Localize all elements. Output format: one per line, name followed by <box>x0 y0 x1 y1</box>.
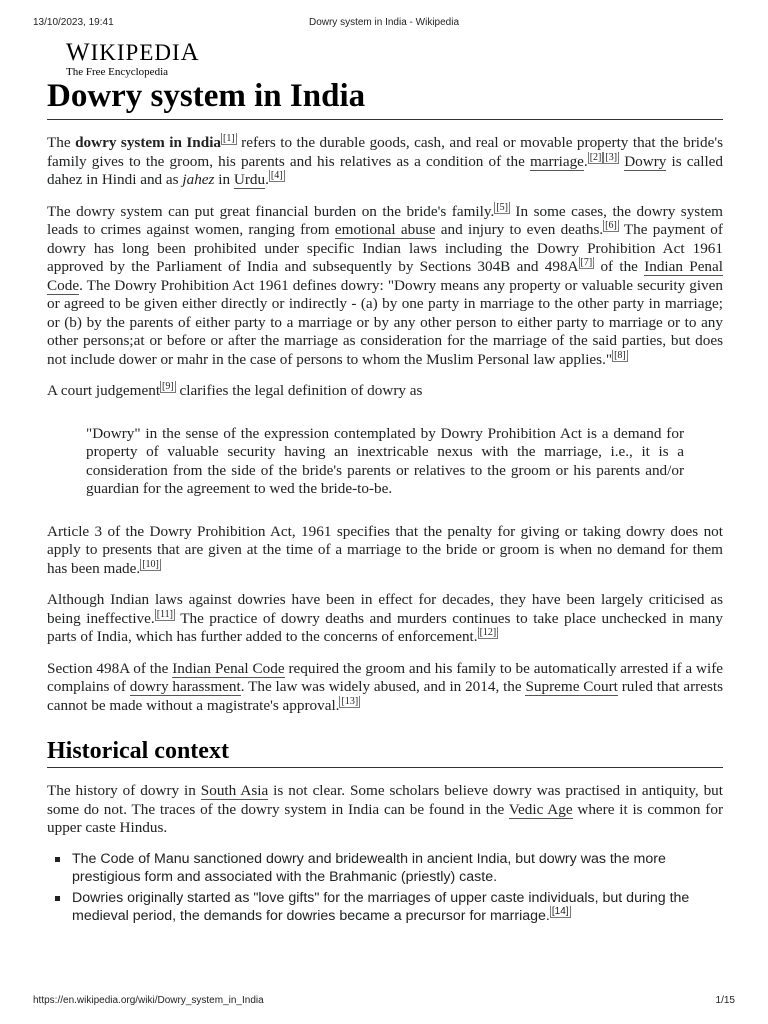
citation-4[interactable]: [4] <box>270 170 283 181</box>
print-url: https://en.wikipedia.org/wiki/Dowry_system_in_India <box>33 995 264 1006</box>
citation-1[interactable]: [1] <box>223 133 235 144</box>
citation-9[interactable]: [9] <box>162 381 174 392</box>
paragraph-intro: The dowry system in India [1] refers to the durable goods, cash, and real or movable property that the bride's family gives to the groom, his parents and his relatives as a condition of the marriage. [2] [3] Dowry is called dahez in Hindi and as jahez in Urdu. [4] <box>47 133 723 188</box>
link-dowry-harassment[interactable]: dowry harassment <box>129 678 241 695</box>
print-page-title: Dowry system in India - Wikipedia <box>308 17 460 28</box>
wikipedia-tagline: The Free Encyclopedia <box>66 66 169 78</box>
heading-historical-context: Historical context <box>47 737 723 768</box>
link-south-asia[interactable]: South Asia <box>200 782 269 799</box>
paragraph-article-3: Article 3 of the Dowry Prohibition Act, 1961 specifies that the penalty for giving or taking dowry does not apply to presents that are given at the time of a marriage to the bride or groom is when no demand for them has been made. [10] <box>47 522 723 577</box>
paragraph-ineffective-laws: Although Indian laws against dowries have been in effect for decades, they have been largely criticised as being ineffective. [11] The practice of dowry deaths and murders continues to take place unchecked in many parts of India, which has further added to the concerns of enforcement. [12] <box>47 591 723 645</box>
article-title: Dowry system in India <box>47 77 723 120</box>
link-marriage[interactable]: marriage <box>529 152 584 170</box>
article-content <box>47 77 723 928</box>
list-item: Dowries originally started as "love gifts" for the marriages of upper caste individuals, but during the medieval period, the demands for dowries became a precursor for marriage. [14] <box>72 889 723 925</box>
history-bullet-list <box>47 850 723 925</box>
paragraph-history: The history of dowry in South Asia is not clear. Some scholars believe dowry was practised in antiquity, but some do not. The traces of the dowry system in India can be found in the Vedic Age where it is common for upper caste Hindus. <box>47 782 724 836</box>
link-dowry[interactable]: Dowry <box>624 152 667 170</box>
paragraph-dowry-law: The dowry system can put great financial burden on the bride's family. [5] In some cases, the dowry system leads to crimes against women, ranging from emotional abuse and injury to even deaths. [6] The payment of dowry has long been prohibited under specific Indian laws including the Dowry Prohibition Act 1961 approved by the Parliament of India and subsequently by Sections 304B and 498A [7] of the Indian Penal Code. The Dowry Prohibition Act 1961 defines dowry: "Dowry means any property or valuable security given or agreed to be given either directly or indirectly - (a) by one party in marriage to the other party in marriage; or (b) by the parents of either party to a marriage or by any other person to either party to marriage or to any other persons;at or before or after the marriage as consideration for the marriage of the said parties, but does not include dower or mahr in the case of persons to whom the Muslim Personal law applies." [8] <box>47 201 723 368</box>
citation-5[interactable]: [5] <box>496 201 508 213</box>
citation-8[interactable]: [8] <box>614 349 626 361</box>
link-indian-penal-code-2[interactable]: Indian Penal Code <box>172 659 285 677</box>
link-urdu[interactable]: Urdu <box>233 171 266 188</box>
link-indian-penal-code[interactable]: Indian Penal Code <box>47 258 723 294</box>
citation-12[interactable]: [12] <box>479 627 497 638</box>
link-emotional-abuse[interactable]: emotional abuse <box>334 221 436 238</box>
link-supreme-court[interactable]: Supreme Court <box>525 678 618 695</box>
wikipedia-wordmark: WIKIPEDIA <box>66 39 200 66</box>
paragraph-section-498a: Section 498A of the Indian Penal Code required the groom and his family to be automatically arrested if a wife complains of dowry harassment. The law was widely abused, and in 2014, the Supreme Court ruled that arrests cannot be made without a magistrate's approval. [13] <box>47 659 723 714</box>
list-item: The Code of Manu sanctioned dowry and bridewealth in ancient India, but dowry was the more prestigious form and associated with the Brahmanic (priestly) caste. <box>72 850 723 886</box>
link-vedic-age[interactable]: Vedic Age <box>508 800 573 818</box>
citation-2[interactable]: [2] <box>589 151 602 163</box>
print-datetime: 13/10/2023, 19:41 <box>33 17 114 28</box>
citation-10[interactable]: [10] <box>142 558 159 570</box>
blockquote-dowry-definition: "Dowry" in the sense of the expression contemplated by Dowry Prohibition Act is a demand for property of valuable security having an inextricable nexus with the marriage, i.e., it is a consideration from the side of the bride's parents or relatives to the groom or his parents and/or guardian for the agreement to wed the bride-to-be. <box>86 424 684 497</box>
wikipedia-logo[interactable] <box>66 41 200 78</box>
citation-11[interactable]: [11] <box>156 608 173 620</box>
citation-7[interactable]: [7] <box>580 257 593 268</box>
citation-3[interactable]: [3] <box>605 151 618 163</box>
citation-13[interactable]: [13] <box>341 695 359 707</box>
paragraph-court-judgement: A court judgement [9] clarifies the legal definition of dowry as <box>47 381 423 399</box>
citation-14[interactable]: [14] <box>551 905 569 917</box>
print-page-number: 1/15 <box>715 995 735 1006</box>
print-footer <box>33 995 735 1009</box>
print-header <box>33 17 735 31</box>
citation-6[interactable]: [6] <box>605 220 617 231</box>
